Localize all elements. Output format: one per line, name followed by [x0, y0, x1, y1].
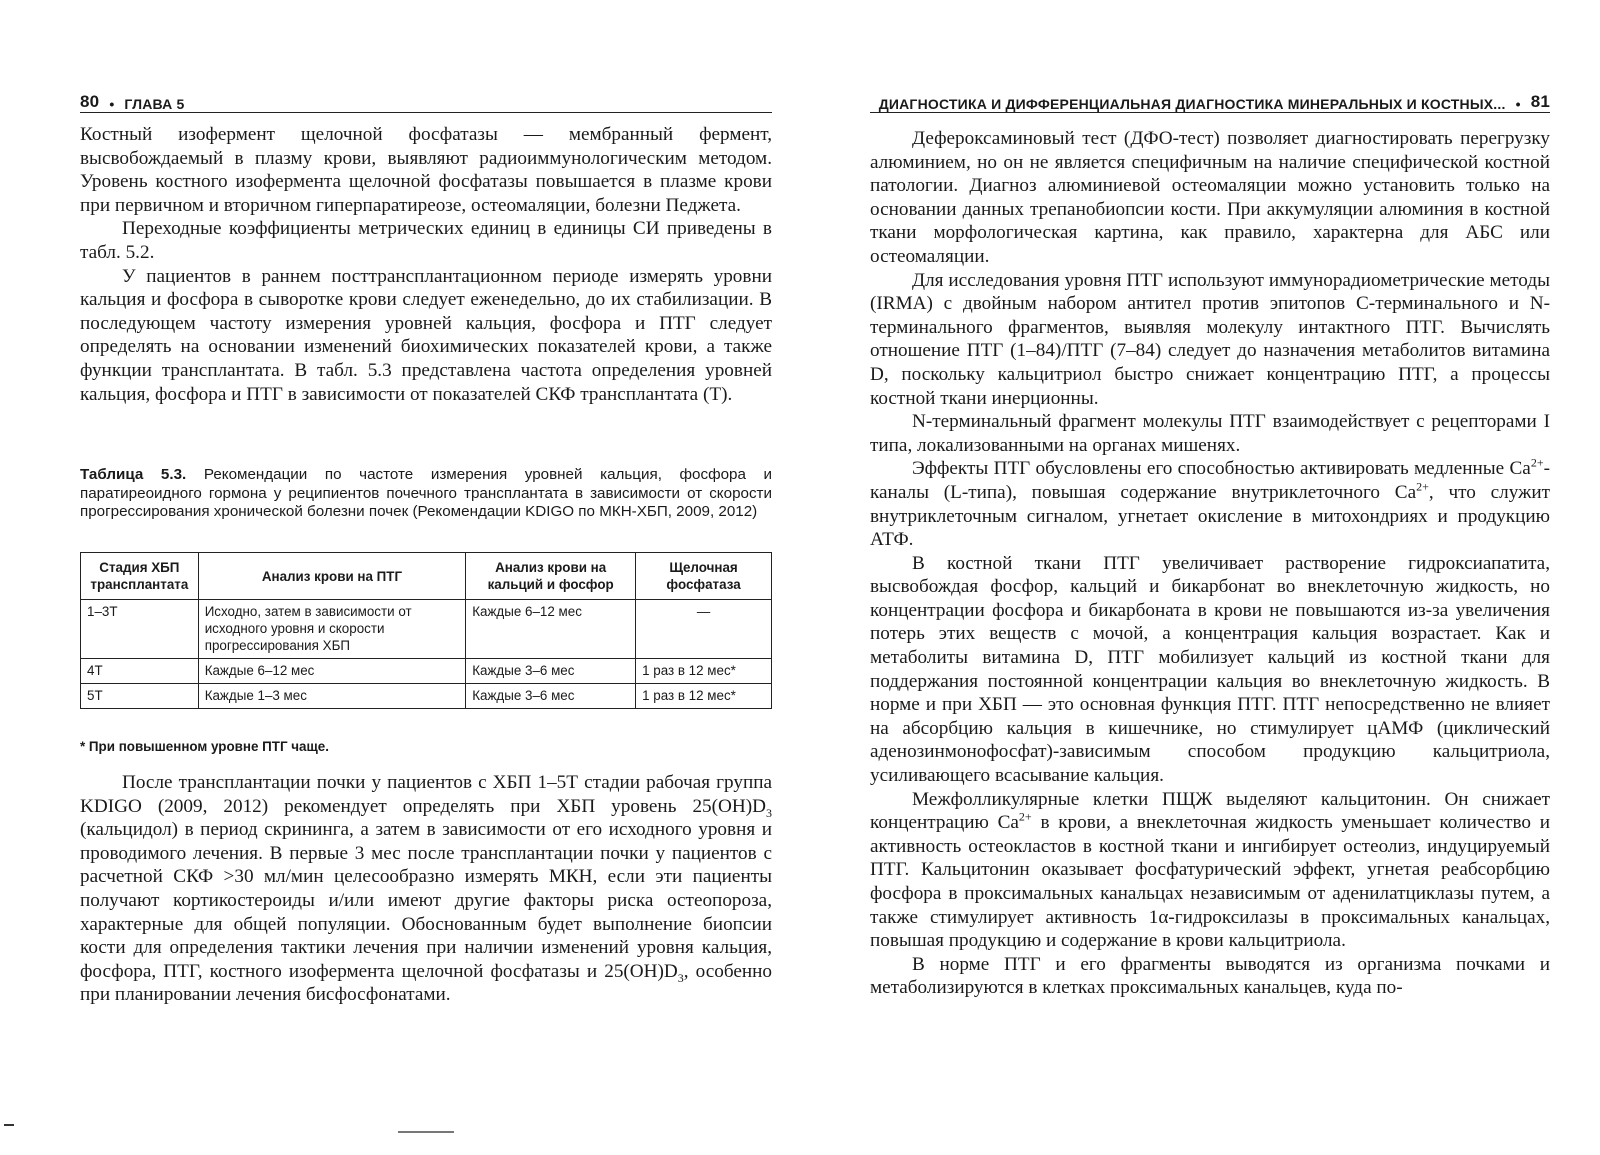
table-cell: Каждые 6–12 мес: [198, 659, 466, 684]
header-bullet: •: [109, 96, 115, 112]
left-upper-text: [80, 123, 772, 406]
table-header-row: [81, 553, 772, 600]
right-page-number: 81: [1530, 92, 1550, 111]
text-run: -каналы (L-типа), повышая содержание внутриклеточного Ca: [870, 458, 1550, 503]
paragraph: Костный изофермент щелочной фосфатазы — мембранный фермент, высвобождаемый в плазму крови, выявляют радиоиммунологическим методом. Уровень костного изофермента щелочной фосфатазы повышается в плазме крови при первичном и вторичном гиперпаратиреозе, остеомаляции, болезни Педжета.: [80, 124, 772, 216]
paragraph: В норме ПТГ и его фрагменты выводятся из организма почками и метаболизируются в клетках проксимальных канальцев, куда по-: [870, 953, 1550, 999]
left-running-head: [80, 90, 772, 113]
superscript: 2+: [1018, 809, 1032, 824]
running-title: ДИАГНОСТИКА И ДИФФЕРЕНЦИАЛЬНАЯ ДИАГНОСТИКА МИНЕРАЛЬНЫХ И КОСТНЫХ...: [878, 96, 1506, 112]
left-page-number: 80: [80, 92, 100, 111]
table-footnote: * При повышенном уровне ПТГ чаще.: [80, 739, 329, 754]
table-cell: 4Т: [81, 659, 199, 684]
paragraph: У пациентов в раннем посттрансплантационном периоде измерять уровни кальция и фосфора в сыворотке крови следует еженедельно, до их стабилизации. В последующем частоту измерения уровней кальция, фосфора и ПТГ следует определять на основании изменений биохимических показателей крови, а также функции трансплантата. В табл. 5.3 представлена частота определения уровней кальция, фосфора и ПТГ в зависимости от показателей СКФ трансплантата (Т).: [80, 265, 772, 405]
superscript: 2+: [1416, 479, 1429, 494]
paragraph: [870, 788, 1550, 953]
text-run: Эффекты ПТГ обусловлены его способностью активировать медленные Ca: [912, 458, 1531, 480]
text-run: , что служит внутриклеточным сигналом, угнетает окисление в митохондриях и продукцию АТФ.: [870, 481, 1550, 551]
text-run: Межфолликулярные клетки ПЩЖ выделяют кальцитонин. Он снижает концентрацию Ca: [870, 788, 1550, 834]
chapter-title: ГЛАВА 5: [124, 96, 185, 112]
table-header-cell: Щелочная фосфатаза: [636, 553, 772, 600]
table-cell: 1 раз в 12 мес*: [636, 659, 772, 684]
table-header-cell: Стадия ХБП трансплантата: [81, 553, 199, 600]
table-cell: Каждые 6–12 мес: [466, 600, 636, 659]
header-bullet: •: [1515, 96, 1521, 112]
subscript: 3: [677, 970, 684, 985]
superscript: 2+: [1530, 455, 1544, 470]
text-run: После трансплантации почки у пациентов с ХБП 1–5Т стадии рабочая группа KDIGO (2009, 2012) рекомендует определять при ХБП уровень 25(OH)D: [80, 772, 772, 817]
table-row: [81, 600, 772, 659]
table-cell: Каждые 3–6 мес: [466, 684, 636, 709]
right-running-head: [870, 90, 1550, 113]
text-run: в крови, а внеклеточная жидкость уменьшает количество и активность остеокластов в костной ткани и ингибирует остеолиз, индуцируемый ПТГ. Кальцитонин оказывает фосфатурический эффект, угнетая реабсорбцию фосфора в проксимальных канальцах независимым от аденилатциклазы путем, а также стимулирует активность 1α-гидроксилазы в проксимальных канальцах, повышая продукцию и содержание в крови кальцитриола.: [870, 812, 1550, 952]
text-run: (кальцидол) в период скрининга, а затем в зависимости от его исходного уровня и проводимого лечения. В первые 3 мес после трансплантации почки у пациентов с расчетной СКФ >30 мл/мин целесообразно измерять МКН, если эти пациенты получают кортикостероиды и/или имеют другие факторы риска остеопороза, характерные для общей популяции. Обоснованным будет выполнение биопсии кости для определения тактики лечения при наличии изменений уровня кальция, фосфора, ПТГ, костного изофермента щелочной фосфатазы и 25(OH)D: [80, 819, 772, 982]
paragraph: В костной ткани ПТГ увеличивает растворение гидроксиапатита, высвобождая фосфор, кальций и бикарбонат во внеклеточную жидкость, но концентрации фосфора и бикарбоната в крови не повышаются из-за увеличения потерь этих веществ с мочой, а концентрация кальция возрастает. Как и метаболиты витамина D, ПТГ мобилизует кальций из костной ткани для поддержания постоянной концентрации кальция во внеклеточную жидкость. В норме и при ХБП — это основная функция ПТГ. ПТГ непосредственно не влияет на абсорбцию кальция в кишечнике, но стимулирует цАМФ (циклический аденозинмонофосфат)-зависимым способом продукцию кальцитриола, усиливающего всасывание кальция.: [870, 552, 1550, 787]
paragraph: N-терминальный фрагмент молекулы ПТГ взаимодействует с рецепторами I типа, локализованными на органах мишенях.: [870, 411, 1550, 456]
table-cell: 1–3Т: [81, 600, 199, 659]
paragraph: [870, 457, 1550, 551]
subscript: 3: [766, 805, 772, 820]
table-row: [81, 684, 772, 709]
text-run: , особенно при планировании лечения бисфосфонатами.: [80, 960, 772, 1006]
table-cell: Исходно, затем в зависимости от исходного уровня и скорости прогрессирования ХБП: [198, 600, 466, 659]
table-row: [81, 659, 772, 684]
table-caption: [80, 466, 772, 522]
scan-edge-mark: [398, 1131, 454, 1133]
table-caption-text: Рекомендации по частоте измерения уровней кальция, фосфора и паратиреоидного гормона у реципиентов почечного трансплантата в зависимости от скорости прогрессирования хронической болезни почек (Рекомендации KDIGO по МКН-ХБП, 2009, 2012): [80, 466, 772, 521]
recommendations-table: [80, 552, 772, 709]
table-cell: Каждые 1–3 мес: [198, 684, 466, 709]
table-header-cell: Анализ крови на ПТГ: [198, 553, 466, 600]
table-caption-label: Таблица 5.3.: [80, 466, 187, 483]
right-page: [800, 0, 1600, 1155]
paragraph: Дефероксаминовый тест (ДФО-тест) позволяет диагностировать перегрузку алюминием, но он не является специфичным на наличие специфической костной патологии. Диагноз алюминиевой остеомаляции можно установить только на основании данных трепанобиопсии кости. При аккумуляции алюминия в костной ткани морфологическая картина, как правило, характерна для АБС или остеомаляции.: [870, 128, 1550, 267]
table-header-cell: Анализ крови на кальций и фосфор: [466, 553, 636, 600]
paragraph: Переходные коэффициенты метрических единиц в единицы СИ приведены в табл. 5.2.: [80, 218, 772, 263]
table-cell: 1 раз в 12 мес*: [636, 684, 772, 709]
scan-edge-mark: [4, 1124, 14, 1126]
table-cell: —: [636, 600, 772, 659]
paragraph: Для исследования уровня ПТГ используют иммунорадиометрические методы (IRMA) с двойным набором антител против эпитопов С-терминального и N-терминального фрагментов, выявляя молекулу интактного ПТГ. Вычислять отношение ПТГ (1–84)/ПТГ (7–84) следует до назначения метаболитов витамина D, поскольку кальцитриол быстро снижает концентрацию ПТГ, а процессы костной ткани инерционны.: [870, 269, 1550, 409]
table-cell: 5Т: [81, 684, 199, 709]
left-lower-text: [80, 771, 772, 1007]
paragraph: [80, 771, 772, 1007]
right-body-text: [870, 127, 1550, 1000]
table-cell: Каждые 3–6 мес: [466, 659, 636, 684]
